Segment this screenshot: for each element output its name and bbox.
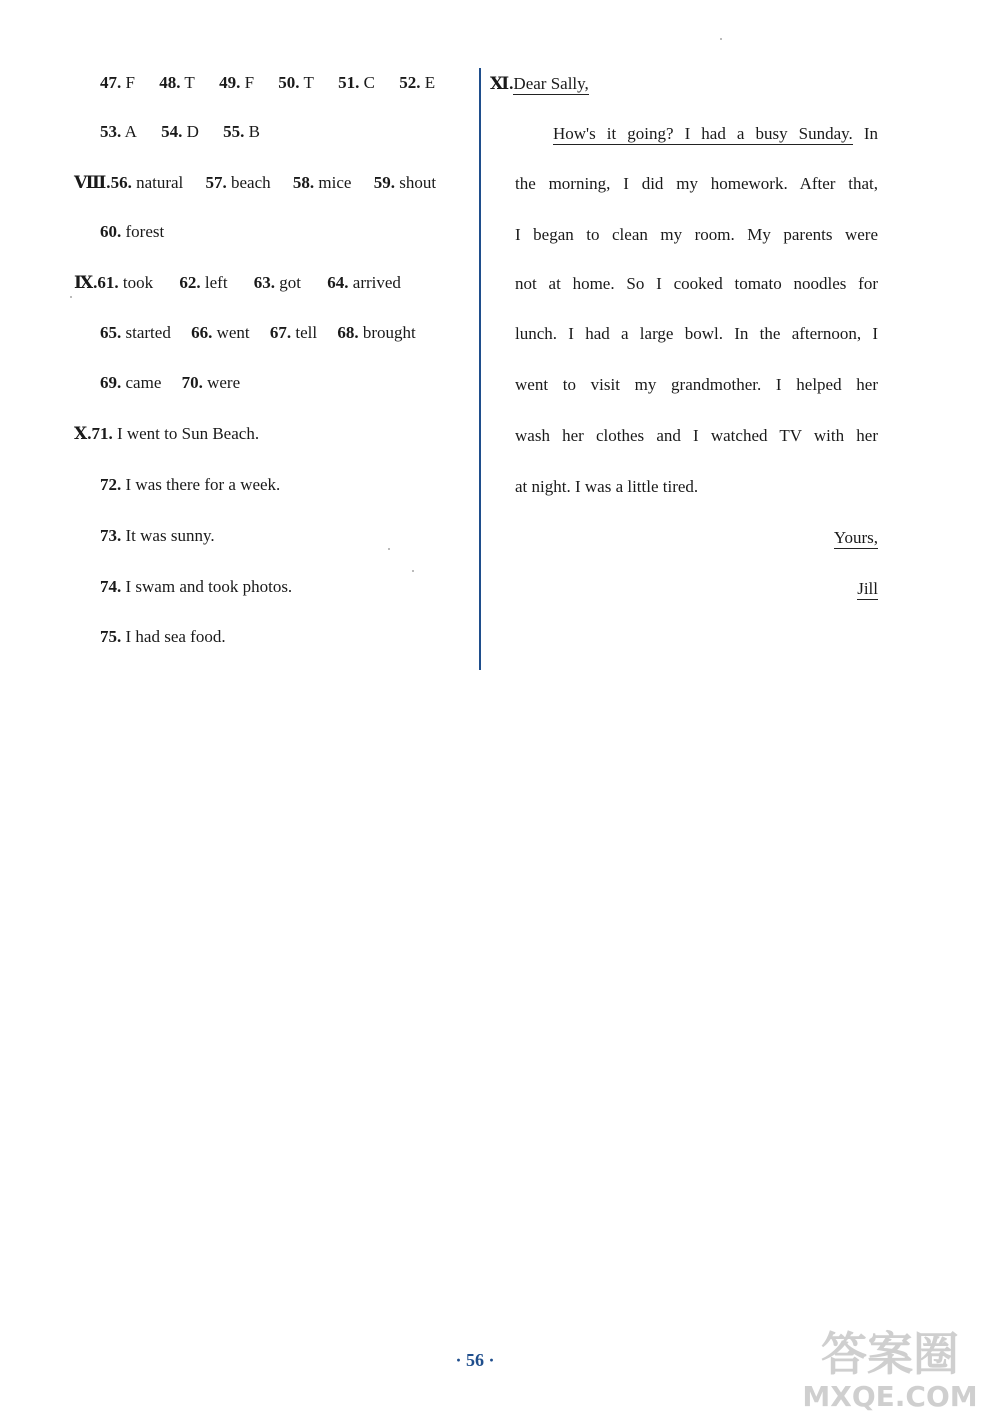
section-8-row1 [74, 172, 436, 194]
answer-value: forest [125, 222, 165, 241]
watermark-logo [790, 1318, 990, 1414]
answer-number: 69. [100, 373, 122, 392]
letter-signature-text: Jill [857, 579, 878, 598]
answer-value: mice [318, 173, 352, 192]
section-9-row3 [100, 372, 240, 394]
letter-closing [834, 527, 878, 549]
answer-number: 51. [338, 73, 360, 92]
letter-signature [857, 578, 878, 600]
answer-number: 59. [373, 173, 395, 192]
answer-number: 60. [100, 222, 122, 241]
answer-number: 50. [278, 73, 300, 92]
answer-number: 74. [100, 577, 122, 596]
answer-number: 53. [100, 122, 122, 141]
answer-number: 70. [181, 373, 203, 392]
answer-number: 72. [100, 475, 122, 494]
watermark-site: MXQE.COM [802, 1380, 978, 1413]
answer-number: 47. [100, 73, 122, 92]
answer-sentence: I went to Sun Beach. [116, 424, 260, 443]
answers-row-47-52 [100, 72, 435, 94]
letter-body-line: I began to clean my room. My parents were [515, 225, 878, 244]
answer-value: E [424, 73, 436, 92]
answer-value: T [184, 73, 195, 92]
section-8-row2 [100, 221, 184, 243]
answer-sentence: I was there for a week. [125, 475, 281, 494]
letter-opening-sentence: How's it going? I had a busy Sunday. [553, 124, 853, 143]
watermark-text: 答案圈 [821, 1327, 959, 1381]
answer-value: went [216, 323, 250, 342]
section-10-item-75 [100, 626, 226, 648]
answer-number: 57. [205, 173, 227, 192]
answer-number: 52. [399, 73, 421, 92]
column-divider [479, 68, 481, 670]
answer-number: 71. [91, 424, 113, 443]
answer-sentence: I had sea food. [125, 627, 226, 646]
section-numeral: Ⅷ. [74, 173, 111, 192]
answer-number: 49. [219, 73, 241, 92]
section-10-item-74 [100, 576, 292, 598]
answer-number: 62. [179, 273, 201, 292]
answer-value: beach [231, 173, 271, 192]
answer-value: F [125, 73, 135, 92]
letter-body-line: went to visit my grandmother. I helped her [515, 375, 878, 394]
letter-body-line: lunch. I had a large bowl. In the afternoon, I [515, 324, 878, 343]
letter-body-line: the morning, I did my homework. After that, [515, 174, 878, 193]
answer-number: 63. [253, 273, 276, 292]
answer-number: 68. [337, 323, 359, 342]
letter-body-line: not at home. So I cooked tomato noodles for [515, 274, 878, 293]
answers-row-53-55 [100, 121, 280, 143]
answer-sentence: I swam and took photos. [125, 577, 293, 596]
letter-last-line: at night. I was a little tired. [515, 477, 699, 496]
answer-number: 61. [97, 273, 119, 292]
answer-value: took [122, 273, 154, 292]
section-9-row1 [74, 272, 401, 294]
answer-number: 55. [223, 122, 245, 141]
answer-value: arrived [352, 273, 401, 292]
answer-value: D [186, 122, 199, 141]
answer-value: C [363, 73, 375, 92]
answer-number: 75. [100, 627, 122, 646]
section-numeral: Ⅺ. [490, 74, 514, 93]
letter-text: In [863, 124, 878, 143]
answer-value: started [125, 323, 171, 342]
scan-speck [70, 296, 72, 298]
letter-closing-text: Yours, [833, 528, 878, 547]
section-10-item-72 [100, 474, 280, 496]
answer-value: came [125, 373, 162, 392]
section-10-item-73 [100, 525, 215, 547]
letter-opening-line [553, 123, 878, 145]
answer-value: shout [399, 173, 437, 192]
page-number: · 56 · [455, 1350, 495, 1370]
answer-value: brought [362, 323, 416, 342]
answer-value: tell [295, 323, 318, 342]
scan-speck [388, 548, 390, 550]
section-numeral: Ⅸ. [74, 273, 98, 292]
answer-value: left [204, 273, 228, 292]
answer-value: natural [136, 173, 184, 192]
section-10-item-71 [74, 423, 259, 445]
answer-number: 58. [292, 173, 315, 192]
answer-value: A [124, 122, 137, 141]
answer-number: 73. [100, 526, 122, 545]
answer-number: 56. [110, 173, 132, 192]
answer-number: 64. [327, 273, 349, 292]
section-numeral: Ⅹ. [74, 424, 92, 443]
answer-value: were [207, 373, 241, 392]
answer-value: B [248, 122, 260, 141]
scan-speck [720, 38, 722, 40]
answer-value: T [303, 73, 314, 92]
scan-speck [412, 570, 414, 572]
answer-value: got [279, 273, 302, 292]
letter-greeting-line [490, 73, 589, 95]
answer-number: 66. [191, 323, 213, 342]
letter-body-line: wash her clothes and I watched TV with her [515, 426, 878, 445]
answer-number: 54. [161, 122, 183, 141]
answer-number: 65. [100, 323, 122, 342]
answer-sentence: It was sunny. [125, 526, 215, 545]
answer-value: F [244, 73, 255, 92]
section-9-row2 [100, 322, 416, 344]
answer-number: 67. [269, 323, 292, 342]
answer-number: 48. [159, 73, 181, 92]
letter-greeting: Dear Sally, [513, 74, 589, 93]
